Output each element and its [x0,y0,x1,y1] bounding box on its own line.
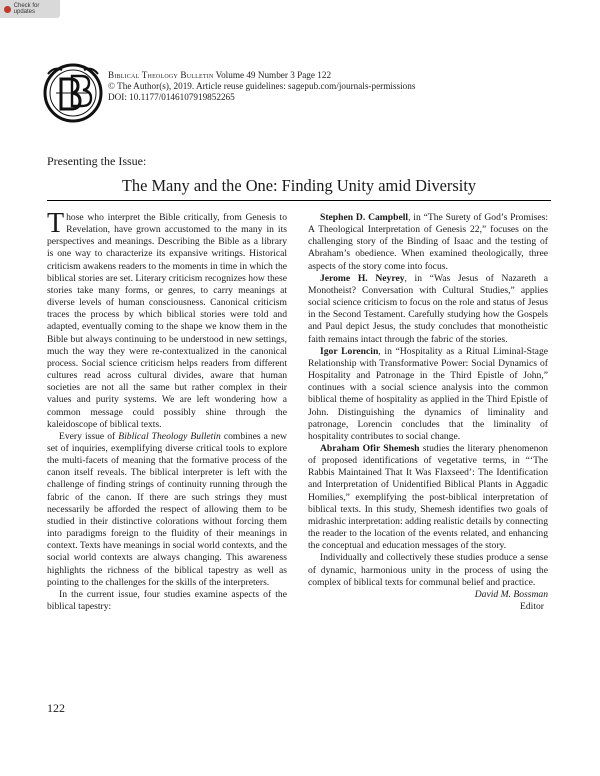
drop-cap: T [47,208,65,239]
check-for-updates-badge[interactable] [0,0,60,18]
left-column [47,208,287,613]
study-4-author: Abraham Ofir Shemesh [320,442,420,454]
study-1 [308,212,548,273]
p2-text: combines a new set of inquiries, exemplifying diverse critical tools to explore the multi-facets of meaning that the formative process of the canon itself reveals. The biblical interpreter is left with the challenge of finding strings of continuity running through the fabric of the canon. If there are such strings they must necessarily be afforded the respect of allowing them to be studied in their distinctive colorations without forcing them into paradigms foreign to the fluidity of their meanings in context. Texts have meanings in social world contexts, and the social world contexts are always changing. This awareness highlights the richness of the biblical tapestry as well as pointing to the challenges for the skills of the interpreters. [47,430,287,588]
volume-info: Volume 49 Number 3 Page 122 [215,70,332,80]
closing-paragraph: Individually and collectively these studies produce a sense of dynamic, harmonious unity in the process of using the complex of biblical texts for communal belief and practice. [308,552,548,588]
study-3 [308,346,548,443]
section-label: Presenting the Issue: [47,154,147,168]
journal-header [108,70,528,103]
copyright-line: © The Author(s), 2019. Article reuse guidelines: sagepub.com/journals-permissions [108,81,416,91]
btb-logo-icon [42,62,104,124]
study-2 [308,273,548,346]
right-column [308,212,548,613]
page-number: 122 [47,701,65,715]
intro-paragraph [47,208,287,431]
signature-name: David M. Bossman [474,588,548,600]
study-3-text: , in “Hospitality as a Ritual Liminal-Stage Relationship with Transformative Power: Social Dynamics of Hospitality and Patronage in the Third Epistle of John,” continues with a social science analysis into the common biblical theme of hospitality as applied in the Third Epistle of John. Distinguishing the dynamics of liminality and patronage, Lorencin concludes that the liminality of hospitality contributes to social change. [308,345,548,442]
third-paragraph: In the current issue, four studies examine aspects of the biblical tapestry: [47,588,287,612]
doi-line: DOI: 10.1177/0146107919852265 [108,92,235,102]
article-title: The Many and the One: Finding Unity amid Diversity [47,176,551,201]
p2-lead: Every issue of [59,430,119,442]
signature-role: Editor [520,601,544,612]
journal-name-italic: Biblical Theology Bulletin [118,430,221,442]
study-2-author: Jerome H. Neyrey [320,272,405,284]
second-paragraph [47,431,287,589]
badge-label: Check for updates [13,3,40,15]
study-1-text: , in “The Surety of God’s Promises: A Theological Interpretation of Genesis 22,” focuses on the challenging story of the Binding of Isaac and the testing of Abraham’s obedience. When examined theologically, three aspects of the story come into focus. [308,212,549,272]
study-4-text: studies the literary phenomenon of proposed identifications of vegetative terms, in “‘The Rabbis Maintained That It Was Flaxseed’: The Identification and Interpretation of Unidentified Biblical Plants in Aggadic Homilies,” exemplifying the post-biblical interpretation of biblical texts. In this study, Shemesh identifies two goals of midrashic interpretation: adding realistic details by connecting the reader to the location of the events related, and enhancing the conceptual and education messages of the story. [308,442,548,552]
update-icon [4,6,11,13]
study-3-author: Igor Lorencin [320,345,379,357]
study-1-author: Stephen D. Campbell [320,212,409,223]
study-2-text: , in “Was Jesus of Nazareth a Monotheist? Conversation with Cultural Studies,” applies social science criticism to focus on the role and status of Jesus in the Second Testament. Carefully studying how the Gospels and Paul depict Jesus, the study concludes that monotheistic faith remains intact through the fabric of the stories. [308,272,548,345]
intro-text: hose who interpret the Bible critically, from Genesis to Revelation, have grown accustomed to the many in its perspectives and meanings. Describing the Bible as a library is one way to characterize its expansive writings. Historical criticism awakens readers to the moments in time in which the biblical stories are set. Literary criticism recognizes how these stories take many forms, or genres, to carry meanings at diverse levels of human consciousness. Canonical criticism traces the process by which biblical stories were told and adapted, eventually coming to the shape we know them in the Bible but always continuing to be understood in new settings, much the way they were re-contextualized in the canonical process. Social science criticism helps readers from different cultures read across cultural divides, aware that human societies are not all the same but rather complex in their values and purity systems. We are left wondering how a common message could possibly shine through the kaleidoscope of biblical texts. [47,212,287,430]
study-4 [308,443,548,552]
journal-name: Biblical Theology Bulletin [108,70,214,80]
